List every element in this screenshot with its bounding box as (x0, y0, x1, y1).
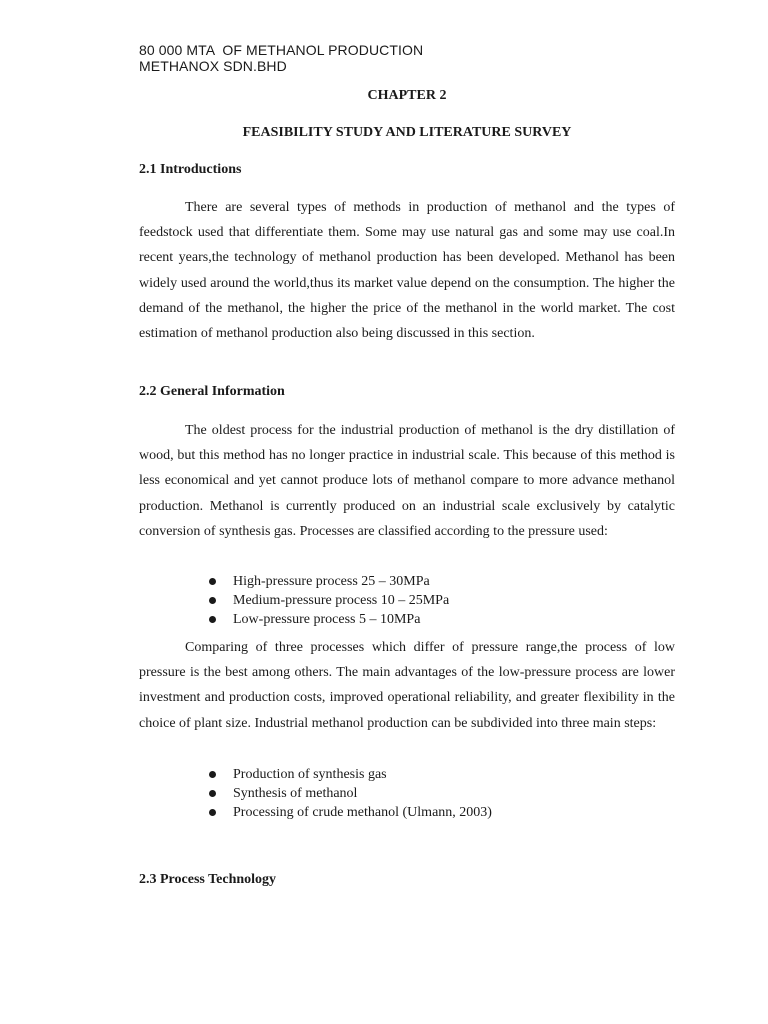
bullet-icon (209, 616, 216, 623)
bullet-icon (209, 597, 216, 604)
general-info-paragraph-1-text: The oldest process for the industrial production of methanol is the dry distillation of wood, but this method has no longer practice in industrial scale. This because of this method is less economical and yet cannot produce lots of methanol compare to more advance methanol production. Methanol is currently produced on an industrial scale exclusively by catalytic conversion of synthesis gas. Processes are classified according to the pressure used: (139, 423, 675, 539)
list-item-text: Medium-pressure process 10 – 25MPa (233, 593, 450, 608)
pressure-process-list (207, 572, 449, 629)
section-heading-2-2: 2.2 General Information (139, 384, 285, 399)
list-item (207, 765, 492, 784)
general-info-paragraph-1 (139, 418, 675, 544)
header-line-1: 80 000 MTA OF METHANOL PRODUCTION (139, 42, 424, 58)
general-info-paragraph-2-text: Comparing of three processes which differ of pressure range,the process of low pressure is the best among others. The main advantages of the low-pressure process are lower investment and production costs, improved operational reliability, and greater flexibility in the choice of plant size. Industrial methanol production can be subdivided into three main steps: (139, 640, 675, 731)
general-info-paragraph-2 (139, 635, 675, 736)
bullet-icon (209, 790, 216, 797)
intro-paragraph (139, 195, 675, 346)
production-steps-list (207, 765, 492, 822)
bullet-icon (209, 809, 216, 816)
section-heading-2-3: 2.3 Process Technology (139, 872, 277, 887)
running-header (139, 42, 423, 74)
list-item (207, 610, 449, 629)
list-item (207, 572, 449, 591)
bullet-icon (209, 771, 216, 778)
bullet-icon (209, 578, 216, 585)
section-heading-2-1: 2.1 Introductions (139, 162, 242, 177)
intro-paragraph-text: There are several types of methods in production of methanol and the types of feedstock used that differentiate them. Some may use natural gas and some may use coal.In recent years,the technology of methanol production has been developed. Methanol has been widely used around the world,thus its market value depend on the consumption. The higher the demand of the methanol, the higher the price of the methanol in the world market. The cost estimation of methanol production also being discussed in this section. (139, 200, 675, 342)
list-item (207, 803, 492, 822)
list-item-text: Production of synthesis gas (233, 767, 387, 782)
list-item-text: Low-pressure process 5 – 10MPa (233, 612, 421, 627)
list-item-text: Processing of crude methanol (Ulmann, 2003) (233, 805, 492, 820)
list-item (207, 591, 449, 610)
list-item (207, 784, 492, 803)
chapter-label: CHAPTER 2 (367, 88, 447, 103)
list-item-text: Synthesis of methanol (233, 786, 358, 801)
chapter-title: FEASIBILITY STUDY AND LITERATURE SURVEY (242, 125, 572, 140)
header-line-2: METHANOX SDN.BHD (139, 58, 287, 74)
list-item-text: High-pressure process 25 – 30MPa (233, 574, 430, 589)
